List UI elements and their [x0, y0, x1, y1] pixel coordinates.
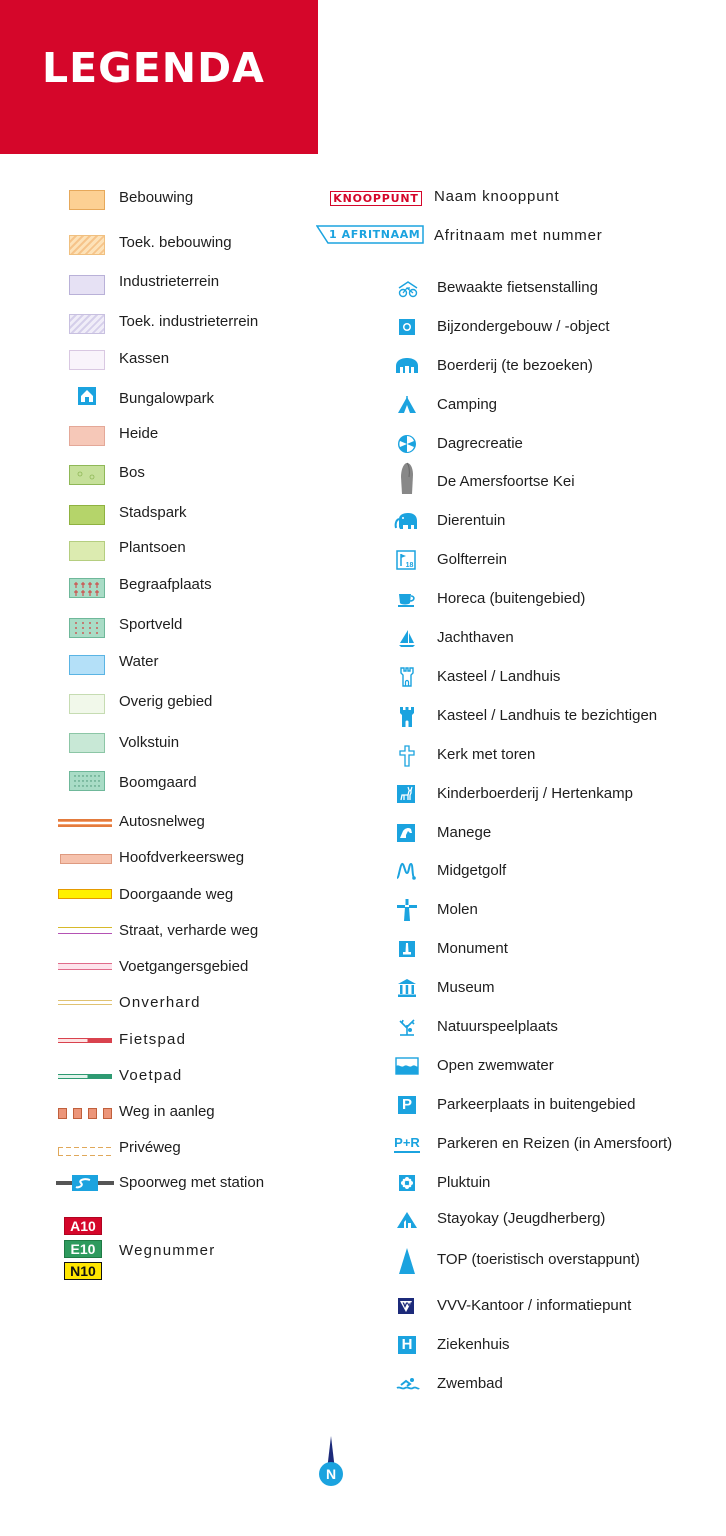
- line-hoofdverkeersweg: [60, 854, 112, 864]
- legend-label: TOP (toeristisch overstappunt): [437, 1251, 640, 1268]
- swatch-stadspark: [69, 505, 105, 525]
- legend-label: Bewaakte fietsenstalling: [437, 279, 598, 296]
- legend-label: Plantsoen: [119, 539, 186, 556]
- tent-icon: [397, 395, 417, 415]
- cup-icon: [396, 591, 418, 609]
- legend-label: Begraafplaats: [119, 576, 212, 593]
- flower-icon: [397, 1173, 417, 1193]
- legend-label: Sportveld: [119, 616, 183, 633]
- legend-label: Naam knooppunt: [434, 188, 560, 205]
- legend-label: Afritnaam met nummer: [434, 227, 603, 244]
- line-voetpad: [58, 1074, 112, 1079]
- legend-label: Museum: [437, 979, 495, 996]
- legend-label: Parkeerplaats in buitengebied: [437, 1096, 636, 1113]
- legend-label: Jachthaven: [437, 629, 514, 646]
- legend-label: Doorgaande weg: [119, 886, 234, 903]
- swimming-pool-icon: [395, 1375, 421, 1393]
- line-voetgangersgebied: [58, 963, 112, 970]
- afrit-badge: [316, 225, 424, 244]
- legend-label: Hoofdverkeersweg: [119, 849, 245, 866]
- legend-label: Golfterrein: [437, 551, 508, 568]
- legend-label: Straat, verharde weg: [119, 922, 259, 939]
- legend-label: Zwembad: [437, 1375, 503, 1392]
- legend-label: Bijzondergebouw / -object: [437, 318, 610, 335]
- legend-label: Natuurspeelplaats: [437, 1018, 558, 1035]
- legend-label: Heide: [119, 425, 159, 442]
- monument-icon: [397, 939, 417, 959]
- legend-label: Voetpad: [119, 1067, 183, 1084]
- svg-text:18: 18: [405, 562, 414, 569]
- legend-label: Stadspark: [119, 504, 187, 521]
- legend-label: Bungalowpark: [119, 390, 215, 407]
- swatch-overig-gebied: [69, 694, 105, 714]
- legend-label: Parkeren en Reizen (in Amersfoort): [437, 1135, 673, 1152]
- swatch-bebouwing: [69, 190, 105, 210]
- line-fietspad: [58, 1038, 112, 1043]
- horse-icon: [396, 823, 416, 843]
- legend-label: Manege: [437, 824, 492, 841]
- legend-label: Wegnummer: [119, 1242, 216, 1259]
- afrit-badge-text: 1 AFRITNAAM: [329, 228, 421, 241]
- swatch-boomgaard: [69, 771, 105, 791]
- golf-icon: [396, 550, 416, 570]
- line-autosnelweg: [58, 819, 112, 827]
- open-water-icon: [394, 1057, 420, 1075]
- park-and-ride-icon: [393, 1134, 421, 1154]
- line-onverhard: [58, 1000, 112, 1005]
- legend-label: Fietspad: [119, 1031, 187, 1048]
- legend-label: Molen: [437, 901, 478, 918]
- legend-label: Dagrecreatie: [437, 435, 523, 452]
- museum-icon: [396, 978, 418, 998]
- day-recreation-icon: [396, 433, 418, 455]
- swatch-plantsoen: [69, 541, 105, 561]
- boulder-icon: [397, 461, 417, 495]
- minigolf-icon: [395, 861, 417, 881]
- swatch-volkstuin: [69, 733, 105, 753]
- legend-label: Autosnelweg: [119, 813, 205, 830]
- nature-playground-icon: [396, 1016, 418, 1038]
- legend-label: Onverhard: [119, 994, 201, 1011]
- line-priveweg: [58, 1143, 112, 1152]
- compass-letter: N: [325, 1466, 337, 1482]
- legend-label: Camping: [437, 396, 498, 413]
- swatch-industrieterrein: [69, 275, 105, 295]
- swatch-heide: [69, 426, 105, 446]
- legend-label: Privéweg: [119, 1139, 181, 1156]
- legend-label: Boomgaard: [119, 774, 197, 791]
- elephant-icon: [394, 511, 420, 531]
- legend-label: Kinderboerderij / Hertenkamp: [437, 785, 633, 802]
- castle-solid-icon: [397, 706, 417, 728]
- legend-label: Kerk met toren: [437, 746, 536, 763]
- legend-label: Toek. bebouwing: [119, 234, 232, 251]
- legend-label: Volkstuin: [119, 734, 180, 751]
- line-doorgaande-weg: [58, 889, 112, 899]
- road-badge-e10: E10: [64, 1240, 102, 1258]
- special-object-icon: [397, 318, 417, 336]
- legend-label: Ziekenhuis: [437, 1336, 510, 1353]
- knooppunt-badge: KNOOPPUNT: [330, 191, 422, 206]
- farm-icon: [394, 356, 420, 376]
- deer-icon: [396, 784, 416, 804]
- legend-label: Pluktuin: [437, 1174, 491, 1191]
- legend-label: Midgetgolf: [437, 862, 507, 879]
- legend-label: Kasteel / Landhuis te bezichtigen: [437, 707, 658, 724]
- windmill-icon: [394, 898, 420, 922]
- legend-header: [0, 0, 318, 154]
- legend-label: De Amersfoortse Kei: [437, 473, 575, 490]
- road-badge-n10: N10: [64, 1262, 102, 1280]
- swatch-toek-bebouwing: [69, 235, 105, 255]
- legend-label: Industrieterrein: [119, 273, 220, 290]
- line-straat: [58, 927, 112, 934]
- hospital-icon: [397, 1335, 417, 1355]
- legend-label: Overig gebied: [119, 693, 213, 710]
- legend-label: Kasteel / Landhuis: [437, 668, 561, 685]
- castle-outline-icon: [397, 667, 417, 687]
- bungalowpark-icon: [77, 386, 97, 406]
- page-title: LEGENDA: [42, 44, 265, 92]
- park-and-ride-text: P+R: [394, 1135, 420, 1153]
- legend-label: Voetgangersgebied: [119, 958, 249, 975]
- road-badge-a10: A10: [64, 1217, 102, 1235]
- legend-label: Dierentuin: [437, 512, 506, 529]
- swatch-water: [69, 655, 105, 675]
- swatch-bos: [69, 465, 105, 485]
- legend-label: Weg in aanleg: [119, 1103, 215, 1120]
- legend-label: Toek. industrieterrein: [119, 313, 259, 330]
- legend-label: VVV-Kantoor / informatiepunt: [437, 1297, 632, 1314]
- hostel-icon: [396, 1210, 418, 1230]
- vvv-icon: [396, 1296, 416, 1316]
- hospital-letter: H: [398, 1336, 416, 1354]
- legend-label: Spoorweg met station: [119, 1174, 265, 1191]
- legend-label: Stayokay (Jeugdherberg): [437, 1210, 606, 1227]
- swatch-begraafplaats: [69, 578, 105, 598]
- railway-station-icon: [56, 1174, 114, 1192]
- legend-label: Open zwemwater: [437, 1057, 554, 1074]
- sailboat-icon: [397, 628, 417, 648]
- top-triangle-icon: [397, 1247, 417, 1275]
- legend-label: Kassen: [119, 350, 170, 367]
- parking-icon: [397, 1095, 417, 1115]
- legend-label: Horeca (buitengebied): [437, 590, 586, 607]
- church-cross-icon: [397, 745, 417, 767]
- line-weg-in-aanleg: [58, 1106, 112, 1117]
- legend-label: Bos: [119, 464, 145, 481]
- north-arrow-icon: [317, 1436, 345, 1488]
- legend-label: Water: [119, 653, 159, 670]
- swatch-kassen: [69, 350, 105, 370]
- legend-label: Boerderij (te bezoeken): [437, 357, 593, 374]
- legend-label: Monument: [437, 940, 508, 957]
- swatch-sportveld: [69, 618, 105, 638]
- swatch-toek-industrieterrein: [69, 314, 105, 334]
- legend-label: Bebouwing: [119, 189, 194, 206]
- bicycle-icon: [396, 279, 420, 299]
- parking-letter: P: [398, 1096, 416, 1114]
